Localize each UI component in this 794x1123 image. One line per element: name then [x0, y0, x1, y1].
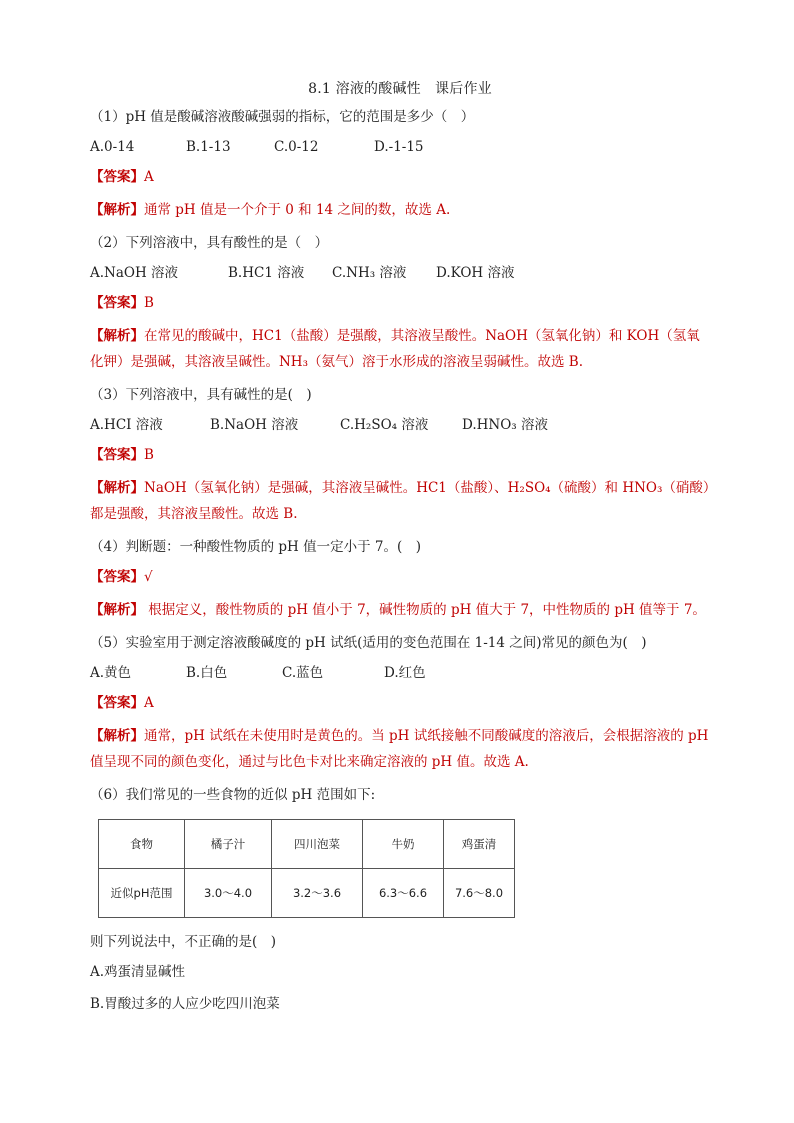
table-cell: 6.3～6.6 [363, 869, 444, 918]
explanation-label: 【解析】 [90, 480, 144, 496]
explanation-3 [90, 475, 710, 527]
explanation-label: 【解析】 [90, 728, 144, 744]
answer-value: B [144, 447, 154, 463]
page-title: 8.1 溶液的酸碱性 课后作业 [308, 81, 492, 97]
explanation-2 [90, 323, 710, 375]
option-a: A.HCI 溶液 [90, 417, 163, 433]
table-cell: 四川泡菜 [272, 820, 363, 869]
question-1-options [90, 137, 710, 157]
option-d: D.-1-15 [374, 139, 424, 155]
option-c: C.NH₃ 溶液 [332, 265, 407, 281]
table-cell: 牛奶 [363, 820, 444, 869]
answer-value: A [144, 169, 154, 185]
document-page [90, 78, 710, 1026]
table-cell: 食物 [99, 820, 185, 869]
answer-label: 【答案】 [90, 569, 144, 585]
option-c: C.蓝色 [282, 665, 324, 681]
answer-value: √ [144, 569, 153, 585]
option-c: C.H₂SO₄ 溶液 [340, 417, 429, 433]
table-row [99, 820, 515, 869]
question-1: （1）pH 值是酸碱溶液酸碱强弱的指标，它的范围是多少（ ） [90, 109, 475, 125]
table-cell: 近似pH范围 [99, 869, 185, 918]
option-b: B.白色 [186, 665, 228, 681]
option-b: B.1-13 [186, 139, 231, 155]
explanation-5 [90, 723, 710, 775]
food-ph-table [98, 819, 515, 918]
question-5-options [90, 663, 710, 683]
answer-value: B [144, 295, 154, 311]
option-a: A.NaOH 溶液 [90, 265, 179, 281]
explanation-label: 【解析】 [90, 602, 144, 618]
answer-label: 【答案】 [90, 695, 144, 711]
question-4: （4）判断题：一种酸性物质的 pH 值一定小于 7。( ) [90, 539, 421, 555]
question-2-options [90, 263, 710, 283]
explanation-text: 在常见的酸碱中，HC1（盐酸）是强酸，其溶液呈酸性。NaOH（氢氧化钠）和 KOH（氢氧化钾）是强碱，其溶液呈碱性。NH₃（氨气）溶于水形成的溶液呈弱碱性。故选 B. [90, 328, 700, 370]
statement-a: A.鸡蛋清显碱性 [90, 964, 186, 980]
answer-5 [90, 693, 710, 713]
option-a: A.黄色 [90, 665, 132, 681]
explanation-label: 【解析】 [90, 328, 144, 344]
explanation-1 [90, 197, 710, 223]
question-5: （5）实验室用于测定溶液酸碱度的 pH 试纸(适用的变色范围在 1-14 之间)常见的颜色为( ) [90, 635, 647, 651]
option-b: B.NaOH 溶液 [210, 417, 299, 433]
question-3: （3）下列溶液中，具有碱性的是( ) [90, 387, 312, 403]
table-cell: 3.2～3.6 [272, 869, 363, 918]
explanation-text: NaOH（氢氧化钠）是强碱，其溶液呈碱性。HC1（盐酸）、H₂SO₄（硫酸）和 HNO₃（硝酸）都是强酸，其溶液呈酸性。故选 B. [90, 480, 710, 522]
table-cell: 7.6～8.0 [444, 869, 515, 918]
answer-label: 【答案】 [90, 169, 144, 185]
option-d: D.红色 [384, 665, 426, 681]
explanation-text: 通常 pH 值是一个介于 0 和 14 之间的数，故选 A. [144, 202, 451, 218]
option-b: B.HC1 溶液 [228, 265, 305, 281]
option-d: D.KOH 溶液 [436, 265, 515, 281]
answer-1 [90, 167, 710, 187]
question-6-intro: （6）我们常见的一些食物的近似 pH 范围如下: [90, 787, 376, 803]
explanation-label: 【解析】 [90, 202, 144, 218]
table-cell: 3.0～4.0 [185, 869, 272, 918]
answer-label: 【答案】 [90, 295, 144, 311]
question-3-options [90, 415, 710, 435]
question-6: 则下列说法中，不正确的是( ) [90, 934, 277, 950]
statement-b: B.胃酸过多的人应少吃四川泡菜 [90, 996, 280, 1012]
explanation-4 [90, 597, 710, 623]
table-cell: 鸡蛋清 [444, 820, 515, 869]
answer-2 [90, 293, 710, 313]
option-a: A.0-14 [90, 139, 135, 155]
answer-4 [90, 567, 710, 587]
explanation-text: 通常，pH 试纸在未使用时是黄色的。当 pH 试纸接触不同酸碱度的溶液后，会根据溶液的 pH 值呈现不同的颜色变化，通过与比色卡对比来确定溶液的 pH 值。故选 A. [90, 728, 709, 770]
option-c: C.0-12 [274, 139, 319, 155]
table-row [99, 869, 515, 918]
answer-label: 【答案】 [90, 447, 144, 463]
answer-3 [90, 445, 710, 465]
option-d: D.HNO₃ 溶液 [462, 417, 548, 433]
explanation-text: 根据定义，酸性物质的 pH 值小于 7，碱性物质的 pH 值大于 7，中性物质的 pH 值等于 7。 [144, 602, 706, 618]
answer-value: A [144, 695, 154, 711]
question-2: （2）下列溶液中，具有酸性的是（ ） [90, 235, 329, 251]
table-cell: 橘子汁 [185, 820, 272, 869]
